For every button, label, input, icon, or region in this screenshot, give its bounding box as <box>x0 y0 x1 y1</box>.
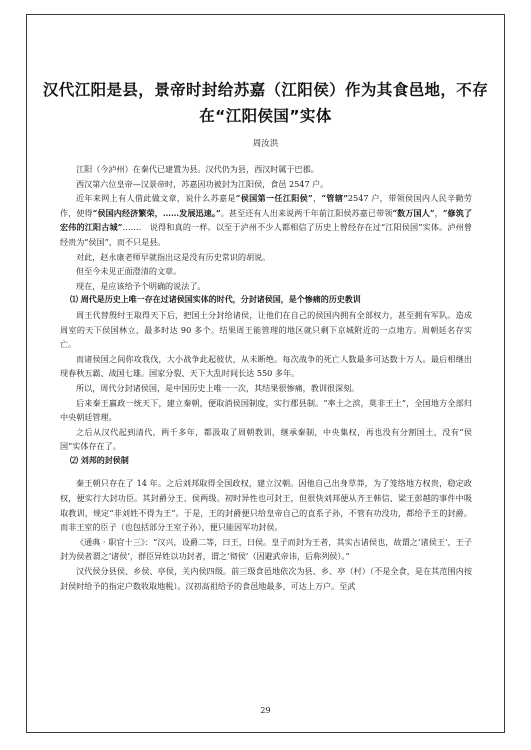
paragraph: 后来秦王嬴政一统天下，建立秦朝，便取消侯国制度，实行郡县制。“率土之滨，莫非王土”，全国地方全部归中央朝廷管理。 <box>60 397 472 423</box>
paragraph: 但至今未见正面澄清的文章。 <box>76 266 182 277</box>
paragraph: 周王代替殷纣王取得天下后，把国土分封给诸侯，让他们在自己的侯国内拥有全部权力，甚至拥有军队。造成周室的天下侯国林立，最多时达 90 多个。结果周王能管理的地区就只剩下京城附近的一点地方。周朝廷名存实亡。 <box>60 309 472 350</box>
author: 周汝洪 <box>252 139 279 149</box>
emphasis: “管辖” <box>321 193 348 204</box>
article-body <box>60 162 472 593</box>
paragraph: 之后从汉代起到清代，两千多年，都汲取了周朝教训，继承秦制，中央集权，再也没有分割国土，没有“侯国”实体存在了。 <box>60 426 472 452</box>
emphasis: “修筑了宏伟的江阳古城” <box>60 207 472 233</box>
paragraph: 对此，赵永康老师早就指出这是没有历史常识的胡说。 <box>76 251 271 262</box>
paragraph: 秦王朝只存在了 14 年。之后刘邦取得全国政权，建立汉朝。因他自己出身草莽，为了笼络地方权贵，稳定政权，便实行大封功臣。其封爵分王、侯两级。初时异性也可封王，但很快刘邦便从齐王韩信、梁王彭越的事件中吸取教训，规定“非刘姓不得为王”。于是，王的封爵便只给皇帝自己的直系子孙，不管有功没功，都给予王的封爵。而非王室的臣子（也包括部分王室子孙），便只能因军功封侯。 <box>60 478 472 533</box>
paragraph: 而诸侯国之间你攻我伐，大小战争此起彼伏，从未断绝。每次战争的死亡人数最多可达数十万人。最后相继出现春秋五霸、战国七雄。国家分裂、天下大乱时间长达 550 多年。 <box>60 353 472 379</box>
section-heading: ⑴ 周代是历史上唯一存在过诸侯国实体的时代，分封诸侯国，是个惨痛的历史教训 <box>70 295 361 305</box>
paragraph: 江阳（今泸州）在秦代已建置为县。汉代仍为县，西汉时属于巴郡。 <box>76 164 319 174</box>
paragraph: 汉代侯分县侯、乡侯、亭侯，关内侯四级。前三级食邑地依次为县、乡、亭（村）（不是全食，是在其范围内按封侯时给予的指定户数收取地税）。汉初高祖给予的食邑地最多，可达上万户。至武 <box>60 566 472 591</box>
emphasis: “侯国内经济繁荣，……发展迅速。” <box>92 207 221 218</box>
page-number: 29 <box>260 706 271 715</box>
section-heading: ⑵ 刘邦的封侯制 <box>70 455 129 465</box>
paragraph: 西汉第六位皇帝—汉景帝时，苏嘉因功被封为江阳侯，食邑 2547 户。 <box>76 178 329 189</box>
paragraph: 现在，是应该给予个明确的说法了。 <box>76 280 206 291</box>
title-line-1: 汉代江阳是县，景帝时封给苏嘉（江阳侯）作为其食邑地，不存 <box>42 81 489 99</box>
paragraph: 《通典 · 职官十三》：“汉兴，设爵二等，曰王，曰侯。皇子而封为王者，其实古诸侯也，故谓之‘诸侯王’，王子封为侯者谓之‘诸侯’，群臣异姓以功封者，谓之‘彻侯’（因避武帝讳，后称列侯）。” <box>60 536 472 562</box>
paragraph: 近年来网上有人借此做文章，说什么苏嘉是“侯国第一任江阳侯”，“管辖”2547 户，带领侯国内人民辛勤劳作，使得“侯国内经济繁荣，……发展迅速。”。甚至还有人出来说两千年前江阳侯苏嘉已带领“数万国人”，“修筑了宏伟的江阳古城”……． 说得和真的一样。以至于泸州不少人都相信了历史上曾经存在过“江阳侯国”实体。泸州曾经贵为“侯国”，而不只是县。 <box>60 193 472 247</box>
title-line-2: 在“江阳侯国”实体 <box>199 107 332 125</box>
paragraph: 所以，周代分封诸侯国，是中国历史上唯一一次，其结果很惨痛，教训很深刻。 <box>76 382 360 393</box>
emphasis: “数万国人” <box>392 207 435 218</box>
emphasis: “侯国第一任江阳侯” <box>235 193 313 204</box>
